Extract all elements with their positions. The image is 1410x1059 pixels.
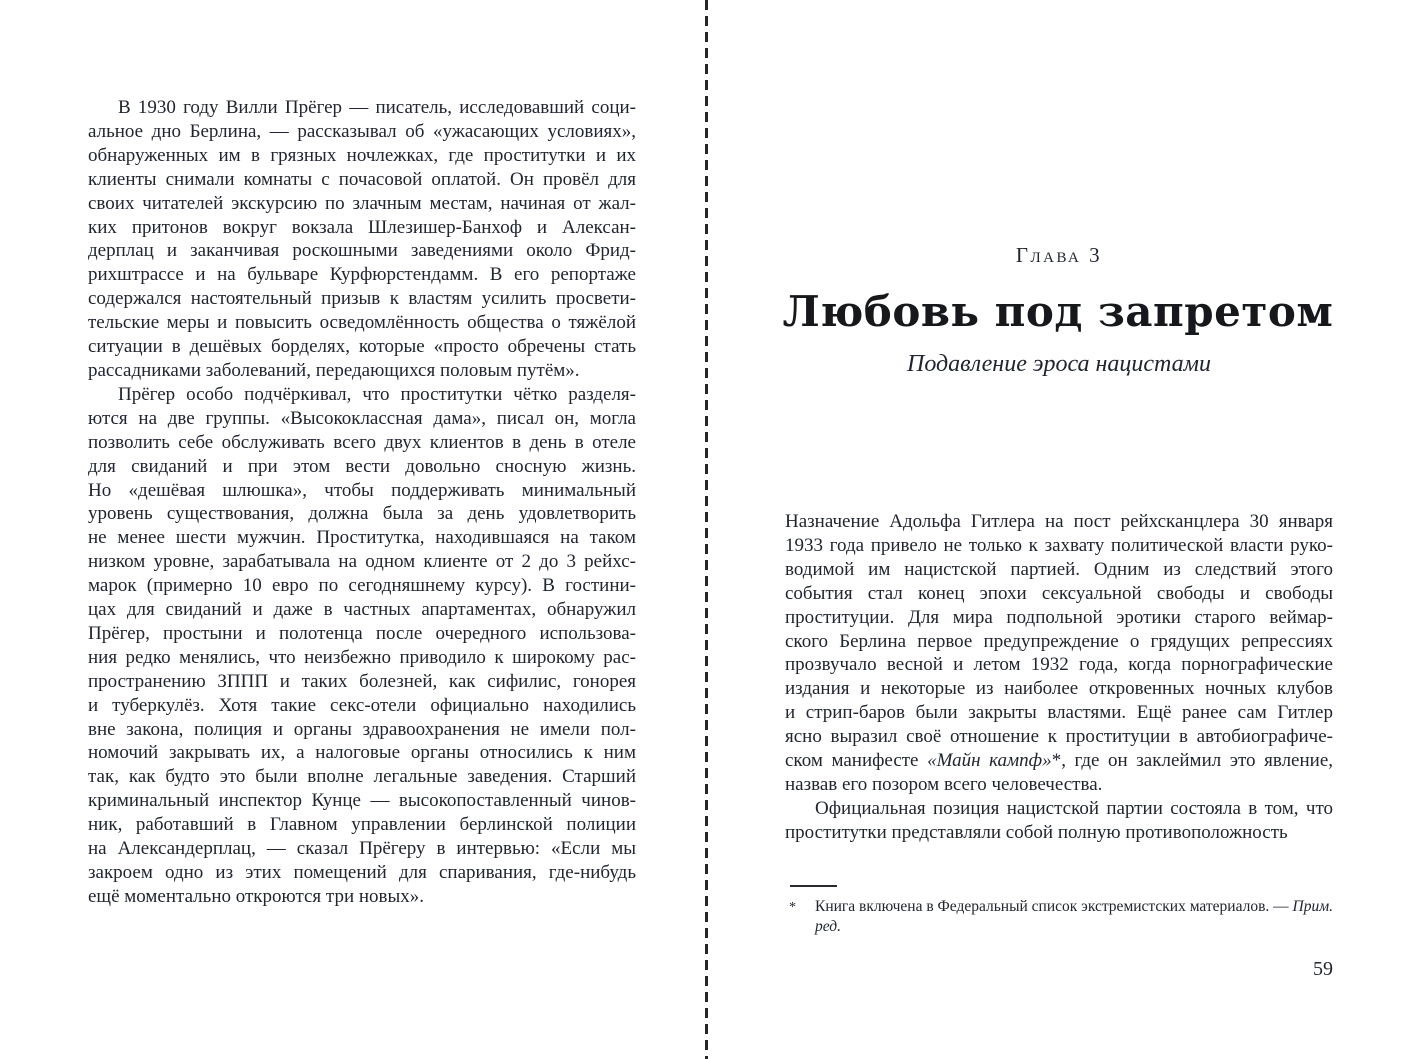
text-line: рассадниками заболеваний, передающихся половым путём». bbox=[88, 359, 580, 381]
paragraph bbox=[88, 383, 636, 909]
chapter-subtitle: Подавление эроса нацистами bbox=[907, 351, 1211, 377]
text-line: проституции. Для мира подпольной эротики старого веймар- bbox=[785, 606, 1333, 628]
paragraph bbox=[785, 510, 1333, 797]
text-line: ском манифесте «Майн кампф»*, где он заклеймил это явление, bbox=[785, 750, 1333, 772]
chapter-label: Глава 3 bbox=[1015, 243, 1103, 267]
text-line: номочий закрывать их, а налоговые органы относились к ним bbox=[88, 742, 636, 764]
text-line: криминальный инспектор Кунце — высокопоставленный чинов- bbox=[88, 790, 636, 812]
paragraph bbox=[88, 96, 636, 383]
text-line: и стрип-баров были закрыты властями. Ещё ранее сам Гитлер bbox=[785, 702, 1333, 724]
text-line: вне закона, полиция и органы здравоохранения не имели пол- bbox=[88, 718, 636, 740]
footnote-text: Книга включена в Федеральный список экстремистских материалов. — Прим. ред. bbox=[815, 898, 1334, 935]
footnote-marker: * bbox=[789, 900, 796, 915]
text-line: Но «дешёвая шлюшка», чтобы поддерживать минимальный bbox=[88, 479, 636, 501]
text-line: ких притонов вокруг вокзала Шлезишер-Банхоф и Алексан- bbox=[88, 216, 636, 238]
text-line: водимой им нацистской партией. Одним из следствий этого bbox=[785, 558, 1333, 580]
text-line: Прёгер, простыни и полотенца после очередного использова- bbox=[88, 622, 636, 644]
text-line: уровень существования, должна была за день удовлетворить bbox=[88, 503, 636, 525]
paragraph bbox=[785, 797, 1333, 845]
text-line: ются на две группы. «Высококлассная дама», писал он, могла bbox=[88, 407, 636, 429]
chapter-title: Любовь под запретом bbox=[782, 287, 1334, 336]
text-line: цах для свиданий и даже в частных апартаментах, обнаружил bbox=[88, 599, 636, 621]
footnote bbox=[785, 897, 1333, 937]
text-line: Назначение Адольфа Гитлера на пост рейхсканцлера 30 января bbox=[785, 511, 1333, 532]
text-line: издания и некоторые из наиболее откровенных ночных клубов bbox=[785, 678, 1333, 700]
text-line: клиенты снимали комнаты с почасовой оплатой. Он провёл для bbox=[88, 168, 636, 190]
text-line: пространению ЗППП и таких болезней, как сифилис, гонорея bbox=[88, 670, 636, 692]
text-line: своих читателей экскурсию по злачным местам, начиная от жал- bbox=[88, 192, 636, 214]
text-line: не менее шести мужчин. Проститутка, находившаяся на таком bbox=[88, 527, 636, 549]
text-line: так, как будто это были вполне легальные заведения. Старший bbox=[88, 766, 636, 788]
text-line: тельские меры и повысить осведомлённость общества о тяжёлой bbox=[88, 312, 636, 334]
text-line: ского Берлина первое предупреждение о грядущих репрессиях bbox=[785, 630, 1333, 652]
text-line: проститутки представляли собой полную противоположность bbox=[785, 821, 1288, 843]
right-page-body-text bbox=[785, 510, 1333, 845]
text-line: события стал конец эпохи сексуальной свободы и свободы bbox=[785, 582, 1333, 604]
text-line: низком уровне, зарабатывала на одном клиенте от 2 до 3 рейхс- bbox=[88, 551, 636, 573]
text-line: позволить себе обслуживать всего двух клиентов в день в отеле bbox=[88, 431, 636, 453]
text-line: ник, работавший в Главном управлении берлинской полиции bbox=[88, 814, 636, 836]
text-line: и туберкулёз. Хотя такие секс-отели официально находились bbox=[88, 694, 636, 716]
text-line: Прёгер особо подчёркивал, что проститутки чётко разделя- bbox=[118, 383, 636, 405]
page-number: 59 bbox=[1313, 958, 1333, 980]
text-line: дерплац и заканчивая роскошными заведениями около Фрид- bbox=[88, 240, 636, 262]
text-line: прозвучало весной и летом 1932 года, когда порнографические bbox=[785, 654, 1333, 676]
text-line: для свиданий и при этом вести довольно сносную жизнь. bbox=[88, 455, 636, 477]
text-line: В 1930 году Вилли Прёгер — писатель, исследовавший соци- bbox=[118, 97, 636, 118]
text-line: ясно выразил своё отношение к проституции в автобиографиче- bbox=[785, 726, 1333, 748]
left-page-body-text bbox=[88, 96, 636, 909]
text-line: 1933 года привело не только к захвату политической власти руко- bbox=[785, 534, 1333, 556]
text-line: ситуации в дешёвых борделях, которые «просто обречены стать bbox=[88, 336, 636, 358]
text-line: обнаруженных им в грязных ночлежках, где проститутки и их bbox=[88, 144, 636, 166]
text-line: ния редко менялись, что неизбежно приводило к широкому рас- bbox=[88, 646, 636, 668]
text-line: Официальная позиция нацистской партии состояла в том, что bbox=[815, 797, 1333, 819]
text-line: альное дно Берлина, — рассказывал об «ужасающих условиях», bbox=[88, 120, 636, 142]
text-line: закроем одно из этих помещений для спаривания, где-нибудь bbox=[88, 862, 636, 883]
text-line: рихштрассе и на бульваре Курфюрстендамм. В его репортаже bbox=[88, 264, 636, 286]
text-line: содержался настоятельный призыв к властям усилить просвети- bbox=[88, 288, 636, 310]
footnote-rule bbox=[790, 885, 837, 887]
text-line: на Александерплац, — сказал Прёгеру в интервью: «Если мы bbox=[88, 838, 636, 860]
text-line: назвав его позором всего человечества. bbox=[785, 773, 1103, 795]
text-line: ещё моментально откроются три новых». bbox=[88, 885, 425, 907]
text-line: марок (примерно 10 евро по сегодняшнему курсу). В гостини- bbox=[88, 575, 636, 597]
page-divider-dashed-line bbox=[705, 0, 708, 1059]
